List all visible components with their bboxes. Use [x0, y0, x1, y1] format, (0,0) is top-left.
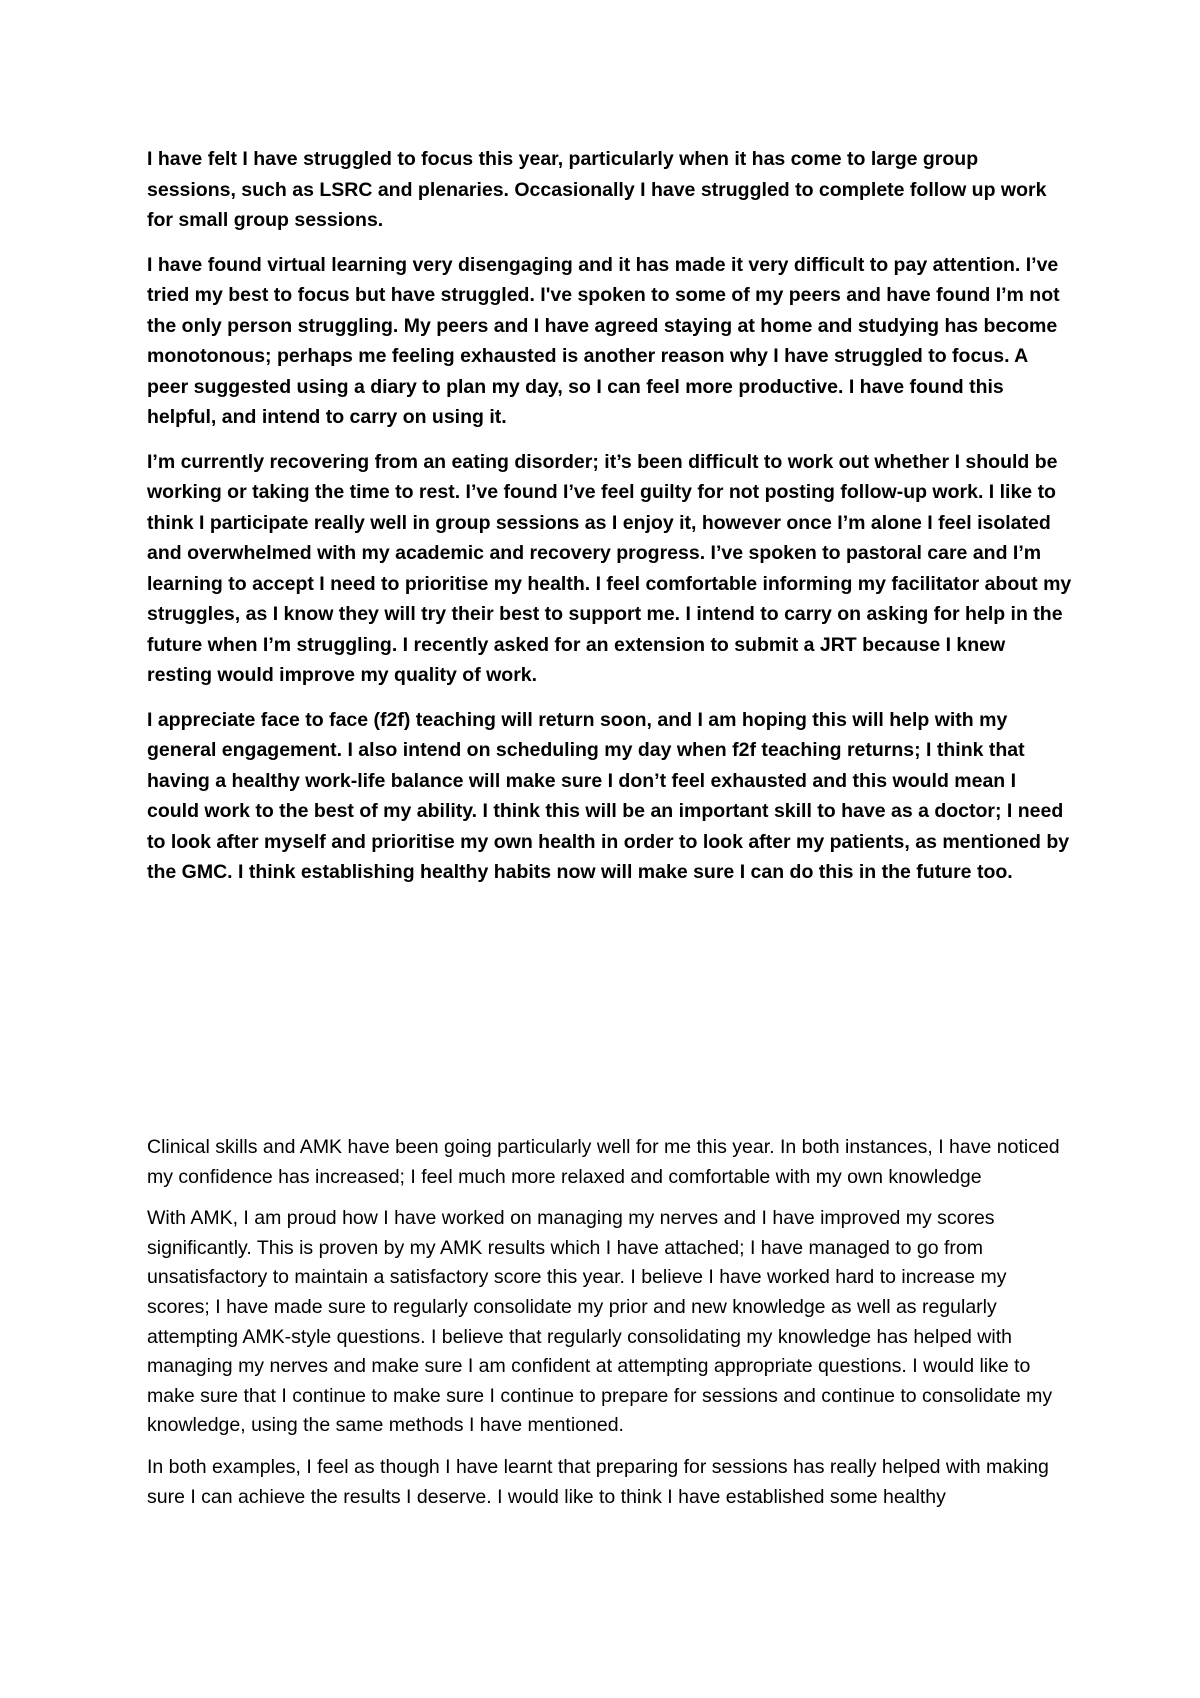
paragraph-amk: With AMK, I am proud how I have worked on managing my nerves and I have improved my scores significantly. This is proven by my AMK results which I have attached; I have managed to go from unsatisfactory to maintain a satisfactory score this year. I believe I have worked hard to increase my scores; I have made sure to regularly consolidate my prior and new knowledge as well as regularly attempting AMK-style questions. I believe that regularly consolidating my knowledge has helped with managing my nerves and make sure I am confident at attempting appropriate questions. I would like to make sure that I continue to make sure I continue to prepare for sessions and continue to consolidate my knowledge, using the same methods I have mentioned.	[147, 1207, 1053, 1437]
reflection-struggles-section	[147, 144, 1072, 902]
reflection-successes-section	[147, 1133, 1072, 1524]
paragraph-virtual-learning: I have found virtual learning very disengaging and it has made it very difficult to pay attention. I’ve tried my best to focus but have struggled. I've spoken to some of my peers and have found I’m not the only person struggling. My peers and I have agreed staying at home and studying has become monotonous; perhaps me feeling exhausted is another reason why I have struggled to focus. A peer suggested using a diary to plan my day, so I can feel more productive. I have found this helpful, and intend to carry on using it.	[147, 253, 1060, 428]
paragraph-examples: In both examples, I feel as though I have learnt that preparing for sessions has really helped with making sure I can achieve the results I deserve. I would like to think I have established some healthy	[147, 1455, 1049, 1508]
paragraph-focus: I have felt I have struggled to focus this year, particularly when it has come to large group sessions, such as LSRC and plenaries. Occasionally I have struggled to complete follow up work for small group sessions.	[147, 148, 1047, 231]
paragraph-clinical-skills: Clinical skills and AMK have been going particularly well for me this year. In both instances, I have noticed my confidence has increased; I feel much more relaxed and comfortable with my own knowledge	[147, 1136, 1060, 1188]
paragraph-recovery: I’m currently recovering from an eating disorder; it’s been difficult to work out whether I should be working or taking the time to rest. I’ve found I’ve feel guilty for not posting follow-up work. I like to think I participate really well in group sessions as I enjoy it, however once I’m alone I feel isolated and overwhelmed with my academic and recovery progress. I’ve spoken to pastoral care and I’m learning to accept I need to prioritise my health. I feel comfortable informing my facilitator about my struggles, as I know they will try their best to support me. I intend to carry on asking for help in the future when I’m struggling. I recently asked for an extension to submit a JRT because I knew resting would improve my quality of work.	[147, 450, 1072, 686]
paragraph-f2f-teaching: I appreciate face to face (f2f) teaching will return soon, and I am hoping this will help with my general engagement. I also intend on scheduling my day when f2f teaching returns; I think that having a healthy work-life balance will make sure I don’t feel exhausted and this would mean I could work to the best of my ability. I think this will be an important skill to have as a doctor; I need to look after myself and prioritise my own health in order to look after my patients, as mentioned by the GMC. I think establishing healthy habits now will make sure I can do this in the future too.	[147, 708, 1070, 883]
